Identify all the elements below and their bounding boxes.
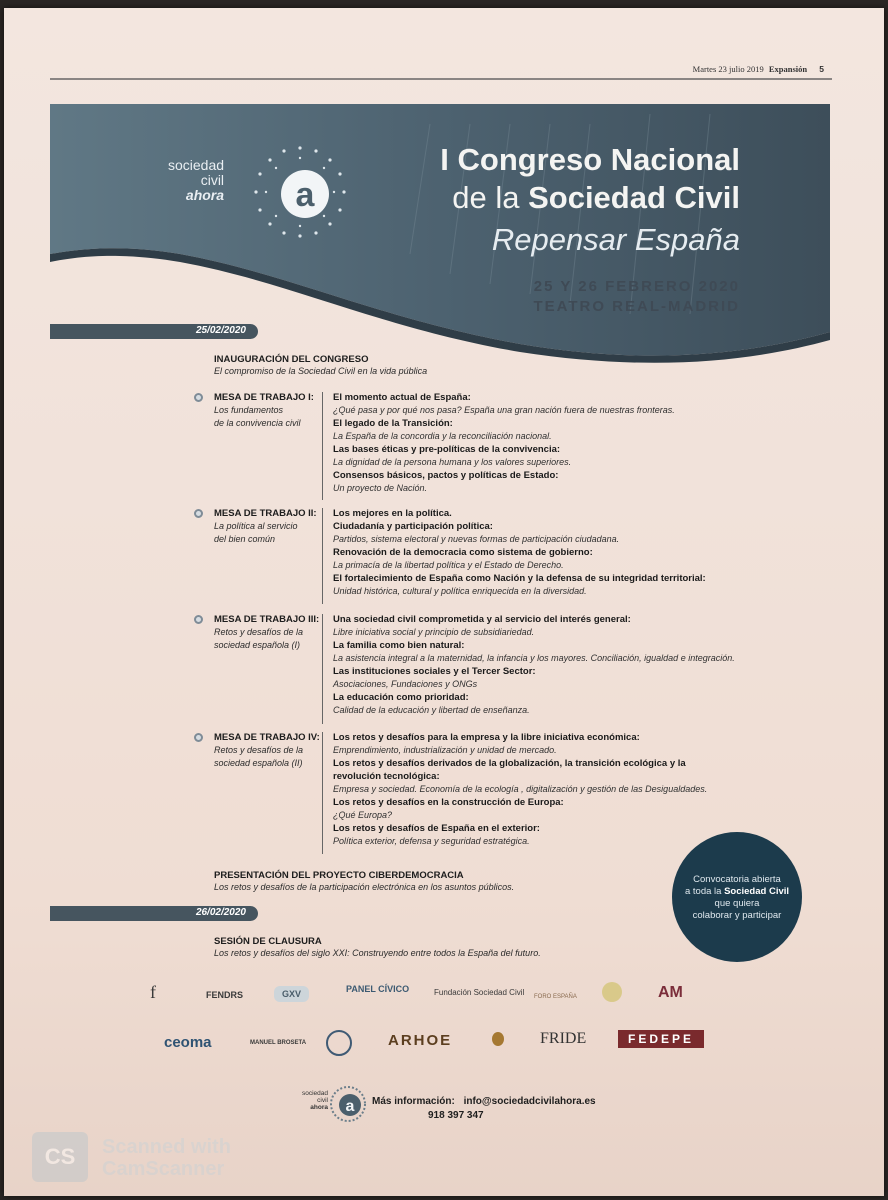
- topic-subtitle: Emprendimiento, industrialización y unidad de mercado.: [333, 745, 557, 755]
- header-date: Martes 23 julio 2019: [692, 64, 764, 74]
- topic-title: El legado de la Transición:: [333, 418, 453, 429]
- topic-title: Los retos y desafíos de España en el exterior:: [333, 823, 540, 834]
- bullet-icon: [194, 733, 203, 742]
- topic-subtitle: Partidos, sistema electoral y nuevas formas de participación ciudadana.: [333, 534, 620, 544]
- footer-logo-line: sociedad: [301, 1090, 328, 1097]
- sociedad-civil-ahora-logo-icon: [250, 142, 350, 242]
- banner-title-line1: I Congreso Nacional: [440, 142, 740, 177]
- sponsor-logo-emblem: [602, 982, 622, 1002]
- mesa-2-label: MESA DE TRABAJO II:: [214, 508, 317, 519]
- topic-subtitle: La España de la concordia y la reconciliación nacional.: [333, 431, 552, 441]
- camscanner-text: [102, 1136, 231, 1180]
- topic-title: El momento actual de España:: [333, 392, 471, 403]
- header-paper: Expansión: [768, 64, 808, 74]
- topic-title: Consensos básicos, pactos y políticas de Estado:: [333, 470, 559, 481]
- day2-date: 26/02/2020: [195, 907, 246, 918]
- badge-text: a toda la: [684, 886, 725, 897]
- mesa-3-description: [214, 626, 324, 652]
- sponsor-logo: ARHOE: [388, 1032, 453, 1049]
- topic-subtitle: La primacía de la libertad política y el Estado de Derecho.: [333, 560, 564, 570]
- sponsor-logo: GXV: [274, 986, 309, 1002]
- sponsor-logo: ceoma: [164, 1034, 212, 1051]
- topic-subtitle: ¿Qué Europa?: [333, 810, 393, 820]
- mesa-3-desc-line: Retos y desafíos de la: [214, 627, 304, 637]
- topic-title: Los retos y desafíos en la construcción de Europa:: [333, 797, 564, 808]
- inauguration-subtitle: El compromiso de la Sociedad Civil en la vida pública: [214, 366, 428, 376]
- sponsor-logo: FEDEPE: [618, 1030, 704, 1048]
- topic-title: La educación como prioridad:: [333, 692, 469, 703]
- presentation-title: PRESENTACIÓN DEL PROYECTO CIBERDEMOCRACIA: [214, 870, 464, 881]
- logo-line-civil: civil: [200, 172, 225, 188]
- topic-subtitle: ¿Qué pasa y por qué nos pasa? España una gran nación fuera de nuestras fronteras.: [333, 405, 675, 415]
- footer-logo-icon: [328, 1084, 368, 1124]
- mesa-3-desc-line: sociedad española (I): [214, 640, 301, 650]
- mesa-1-label: MESA DE TRABAJO I:: [214, 392, 314, 403]
- footer-logo-line: ahora: [310, 1104, 328, 1111]
- mesa-1-description: [214, 404, 324, 430]
- badge-line: [682, 886, 792, 898]
- topic-title: Ciudadanía y participación política:: [333, 521, 493, 532]
- day1-date-bar: [50, 324, 258, 339]
- divider-line: [322, 614, 323, 724]
- bullet-icon: [194, 393, 203, 402]
- topic-subtitle: Unidad histórica, cultural y política enriquecida en la diversidad.: [333, 586, 587, 596]
- mesa-3-label: MESA DE TRABAJO III:: [214, 614, 320, 625]
- divider-line: [322, 508, 323, 604]
- sponsor-logo: Fundación Sociedad Civil: [434, 988, 525, 997]
- topic-subtitle: Política exterior, defensa y seguridad estratégica.: [333, 836, 530, 846]
- divider-line: [322, 392, 323, 500]
- topic-title: Los retos y desafíos derivados de la globalización, la transición ecológica y la: [333, 758, 686, 769]
- badge-highlight: Sociedad Civil: [724, 886, 790, 897]
- mesa-4-label: MESA DE TRABAJO IV:: [214, 732, 320, 743]
- sociedad-civil-ahora-logo-text: [168, 158, 224, 203]
- badge-line: Convocatoria abierta: [693, 874, 781, 885]
- newspaper-page: [4, 8, 884, 1196]
- banner-title-sociedad-civil: Sociedad Civil: [528, 180, 740, 215]
- bullet-icon: [194, 615, 203, 624]
- topic-title: Las instituciones sociales y el Tercer Sector:: [333, 666, 536, 677]
- sponsor-logos-row1: [124, 980, 764, 1010]
- banner-title-de-la: de la: [452, 180, 529, 215]
- bullet-icon: [194, 509, 203, 518]
- contact-label: Más información:: [372, 1096, 455, 1107]
- sponsor-logo: FENDRS: [206, 990, 244, 1000]
- mesa-3-items: [333, 613, 735, 717]
- open-call-badge: [672, 832, 802, 962]
- sponsor-logo-emblem: [492, 1032, 504, 1046]
- topic-title: Los retos y desafíos para la empresa y la libre iniciativa económica:: [333, 732, 640, 743]
- sponsor-logo: FORO ESPAÑA: [534, 994, 577, 1000]
- topic-subtitle: Calidad de la educación y libertad de enseñanza.: [333, 705, 530, 715]
- closing-title: SESIÓN DE CLAUSURA: [214, 936, 322, 947]
- sponsor-logo: MANUEL BROSETA: [250, 1040, 307, 1046]
- day2-date-bar: [50, 906, 258, 921]
- mesa-1-desc-line: Los fundamentos: [214, 405, 284, 415]
- svg-text:a: a: [345, 1098, 355, 1115]
- camscanner-logo: CS: [32, 1132, 88, 1182]
- event-dates: 25 Y 26 FEBRERO 2020: [533, 278, 740, 295]
- mesa-4-desc-line: sociedad española (II): [214, 758, 303, 768]
- page-header: [693, 64, 824, 74]
- logo-line-sociedad: sociedad: [168, 157, 225, 173]
- sponsor-logo: FRIDE: [540, 1030, 587, 1047]
- footer-logo-line: civil: [317, 1097, 328, 1104]
- watermark-line: Scanned with: [102, 1136, 231, 1158]
- svg-text:a: a: [295, 176, 315, 214]
- mesa-4-description: [214, 744, 324, 770]
- closing-subtitle: Los retos y desafíos del siglo XXI: Construyendo entre todos la España del futuro.: [214, 948, 541, 958]
- topic-title: Una sociedad civil comprometida y al servicio del interés general:: [333, 614, 631, 625]
- event-venue: TEATRO REAL-MADRID: [533, 298, 740, 315]
- banner-subtitle: Repensar España: [491, 222, 740, 257]
- topic-title: revolución tecnológica:: [333, 771, 440, 782]
- topic-subtitle: Asociaciones, Fundaciones y ONGs: [333, 679, 478, 689]
- topic-subtitle: La asistencia integral a la maternidad, la infancia y los mayores. Conciliación, igualdad e integración.: [333, 653, 735, 663]
- banner-title-line2: [452, 180, 740, 216]
- mesa-4-items: [333, 731, 707, 848]
- mesa-2-desc-line: La política al servicio: [214, 521, 298, 531]
- topic-title: Las bases éticas y pre-políticas de la convivencia:: [333, 444, 561, 455]
- topic-subtitle: Un proyecto de Nación.: [333, 483, 428, 493]
- topic-subtitle: Libre iniciativa social y principio de subsidiariedad.: [333, 627, 535, 637]
- logo-line-ahora: ahora: [185, 187, 225, 203]
- presentation-subtitle: Los retos y desafíos de la participación electrónica en los asuntos públicos.: [214, 882, 515, 892]
- sponsor-logos-row2: [124, 1028, 764, 1058]
- header-rule: [50, 78, 832, 80]
- topic-subtitle: La dignidad de la persona humana y los valores superiores.: [333, 457, 572, 467]
- badge-line: que quiera: [714, 898, 760, 909]
- mesa-1-items: [333, 391, 675, 495]
- day1-date: 25/02/2020: [195, 325, 246, 336]
- mesa-1-desc-line: de la convivencia civil: [214, 418, 301, 428]
- topic-title: Renovación de la democracia como sistema de gobierno:: [333, 547, 593, 558]
- topic-title: La familia como bien natural:: [333, 640, 465, 651]
- contact-phone: 918 397 347: [428, 1110, 484, 1121]
- topic-title: El fortalecimiento de España como Nación y la defensa de su integridad territorial:: [333, 573, 706, 584]
- divider-line: [322, 732, 323, 854]
- topic-subtitle: Empresa y sociedad. Economía de la ecología , digitalización y gestión de las Desigualdades.: [333, 784, 708, 794]
- sponsor-logo: AM: [658, 984, 683, 1001]
- sponsor-logo-emblem: [326, 1030, 352, 1056]
- mesa-4-desc-line: Retos y desafíos de la: [214, 745, 304, 755]
- mesa-2-items: [333, 507, 706, 598]
- mesa-2-desc-line: del bien común: [214, 534, 276, 544]
- watermark-line: CamScanner: [102, 1158, 225, 1180]
- topic-title: Los mejores en la política.: [333, 508, 452, 519]
- mesa-2-description: [214, 520, 324, 546]
- sponsor-logo: f: [150, 982, 156, 1002]
- badge-line: colaborar y participar: [692, 910, 782, 921]
- contact-email[interactable]: info@sociedadcivilahora.es: [463, 1096, 596, 1107]
- sponsor-logo: PANEL CÍVICO: [346, 984, 410, 994]
- footer-contact: [372, 1096, 596, 1107]
- footer-logo-text: [288, 1090, 328, 1111]
- inauguration-title: INAUGURACIÓN DEL CONGRESO: [214, 354, 369, 365]
- header-page-number: 5: [819, 64, 824, 74]
